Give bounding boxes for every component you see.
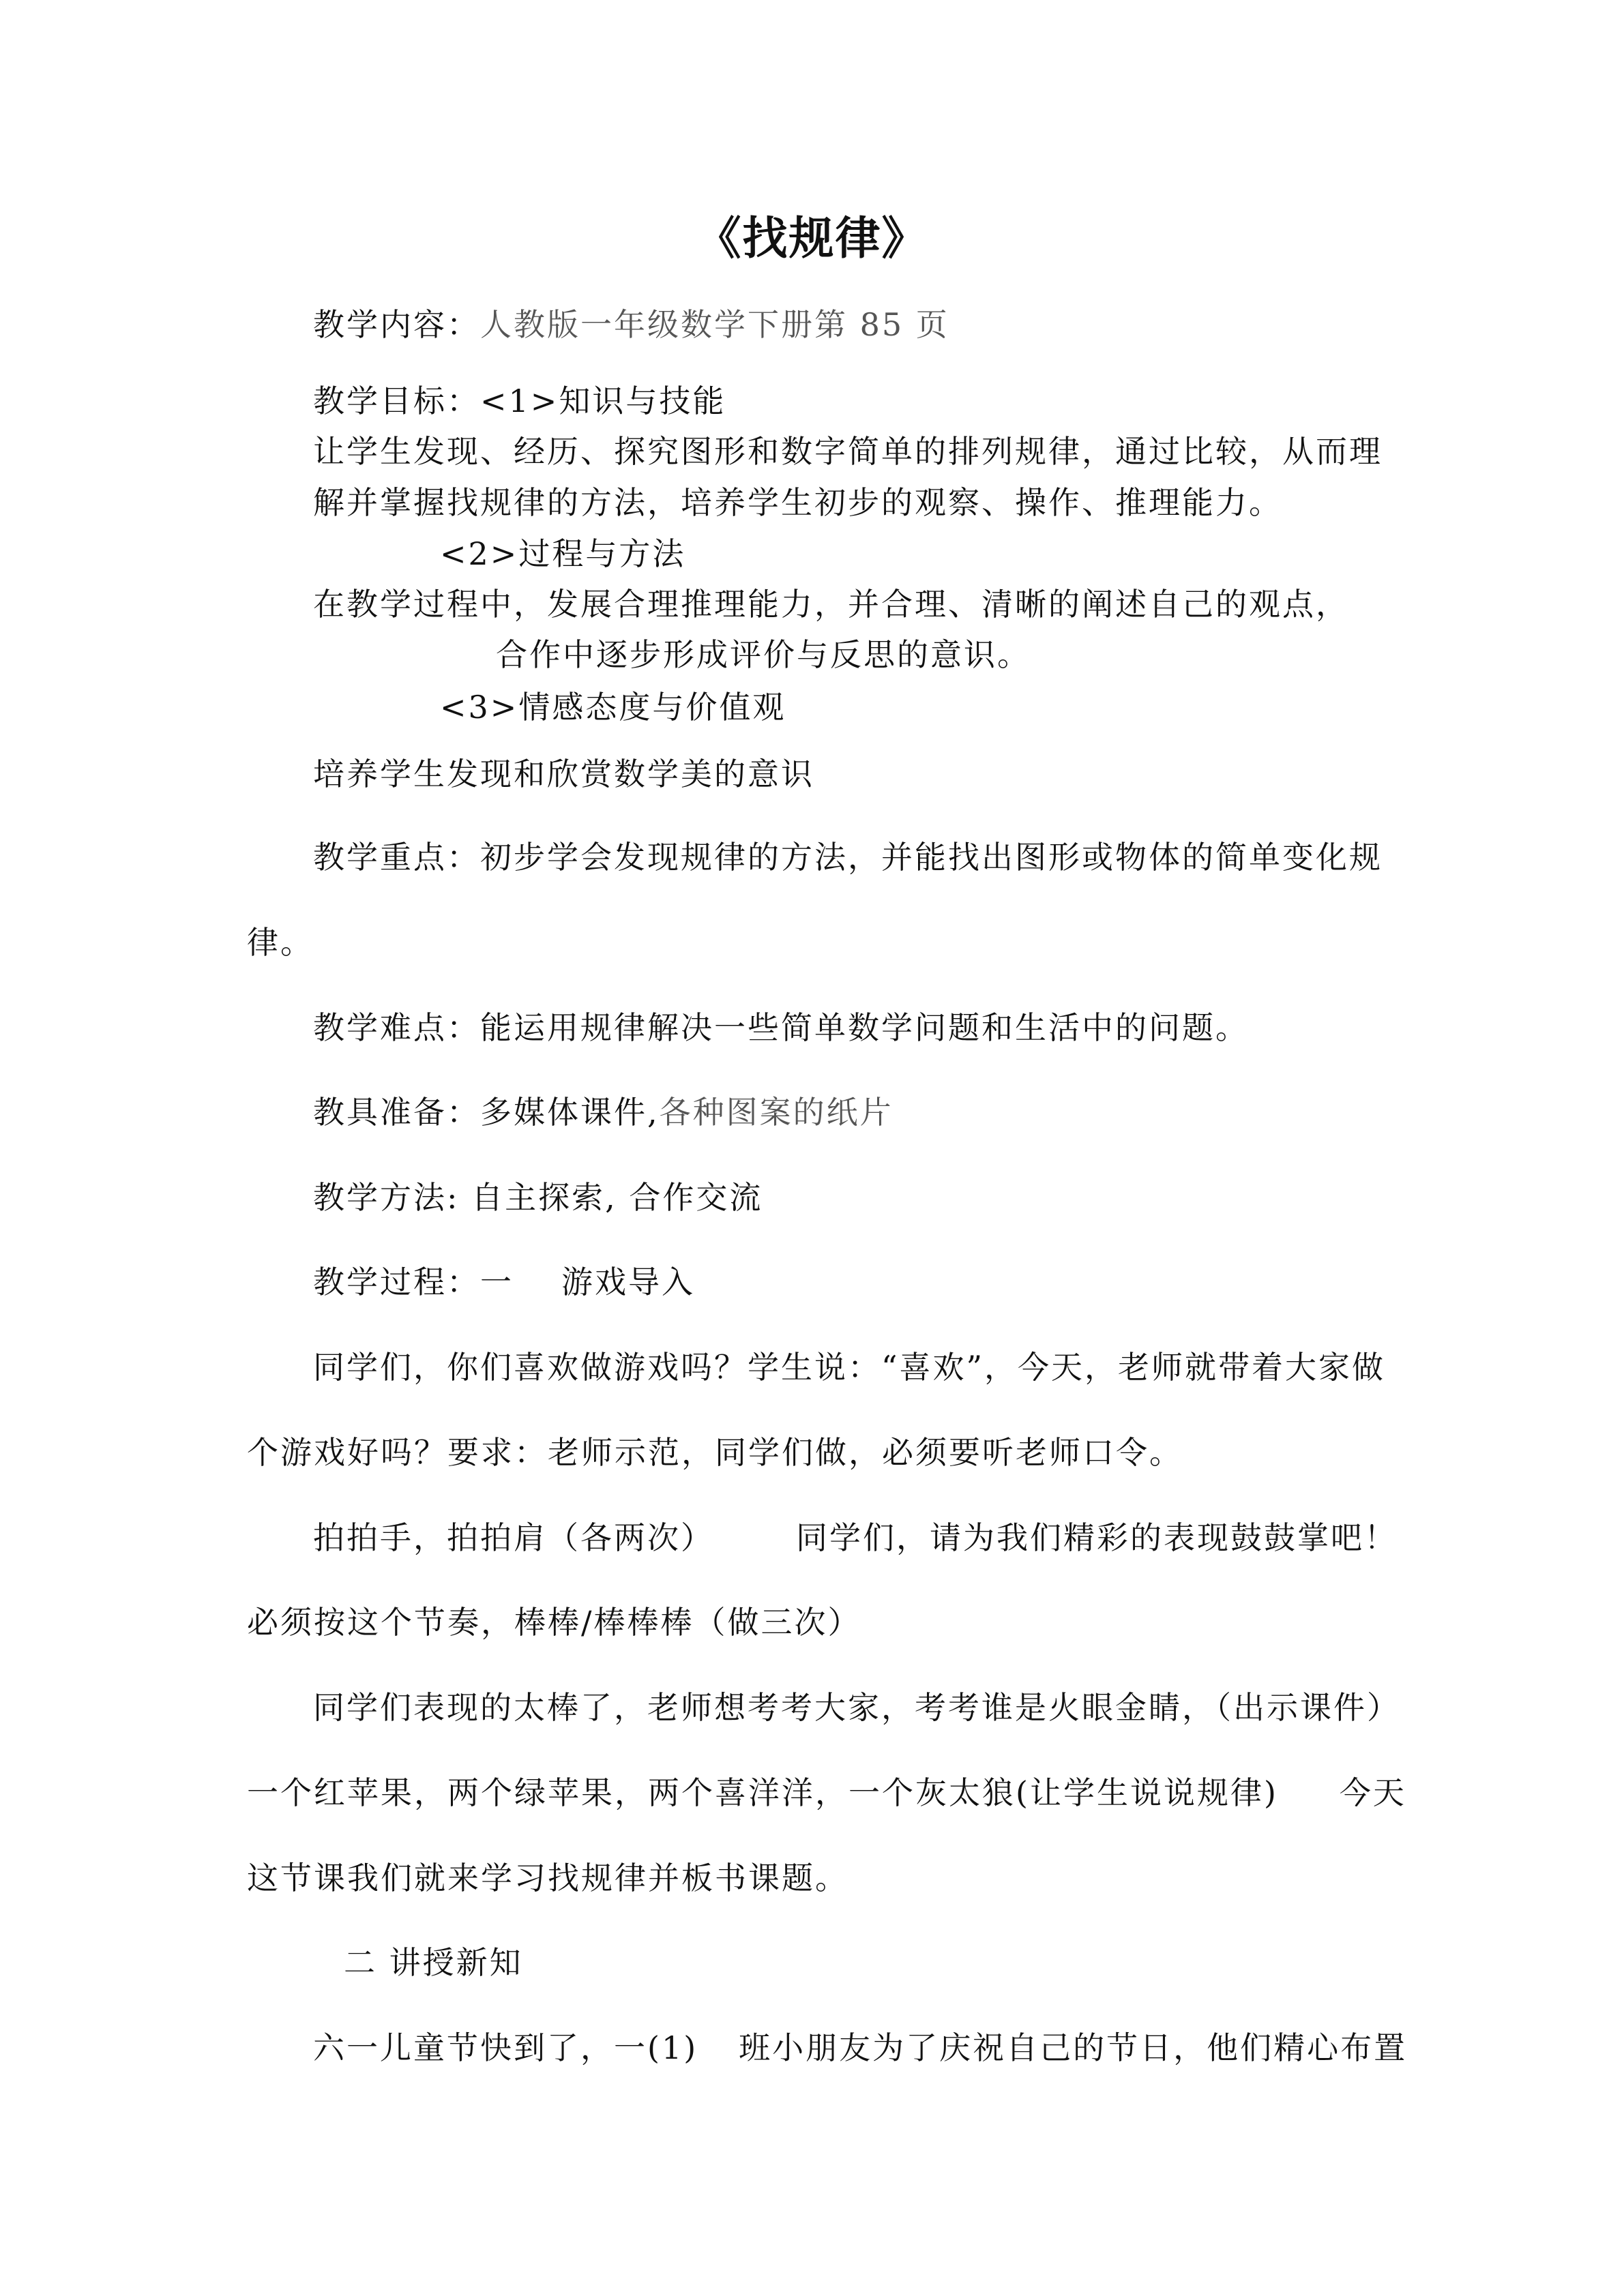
methods-line: 教学方法: 自主探索, 合作交流 bbox=[313, 1179, 763, 1216]
goal2-heading: <2>过程与方法 bbox=[440, 535, 686, 572]
p1-line1: 同学们，你们喜欢做游戏吗？学生说：“喜欢”，今天，老师就带着大家做 bbox=[313, 1349, 1386, 1386]
p2-line2: 必须按这个节奏，棒棒/棒棒棒（做三次） bbox=[247, 1604, 861, 1641]
content-line bbox=[313, 304, 949, 345]
process-label: 教学过程：一 bbox=[313, 1264, 514, 1300]
goal2-text-line2: 合作中逐步形成评价与反思的意识。 bbox=[496, 636, 1031, 673]
p3-line1: 同学们表现的太棒了，老师想考考大家，考考谁是火眼金睛，（出示课件） bbox=[313, 1689, 1400, 1726]
objectives-line bbox=[313, 381, 726, 421]
goal1-text-line2: 解并掌握找规律的方法，培养学生初步的观察、操作、推理能力。 bbox=[313, 484, 1282, 521]
p2-line1-b: 同学们，请为我们精彩的表现鼓鼓掌吧！ bbox=[796, 1519, 1398, 1556]
content-label: 教学内容： bbox=[313, 306, 480, 343]
p4-line1-b: 班小朋友为了庆祝自己的节日，他们精心布置 bbox=[739, 2029, 1408, 2066]
p3-line2-b: 今天 bbox=[1339, 1774, 1406, 1811]
content-value: 人教版一年级数学下册第 85 页 bbox=[480, 306, 949, 343]
goal3-heading: <3>情感态度与价值观 bbox=[440, 689, 786, 726]
key-point-line2: 律。 bbox=[247, 924, 314, 961]
process-line bbox=[313, 1262, 695, 1302]
p4-line1-a: 六一儿童节快到了，一(1) bbox=[313, 2029, 698, 2066]
section2-heading: 二 讲授新知 bbox=[344, 1944, 523, 1981]
goal1-heading: <1>知识与技能 bbox=[480, 383, 726, 419]
p2-line1-a: 拍拍手，拍拍肩（各两次） bbox=[313, 1519, 714, 1556]
tools-line bbox=[313, 1092, 894, 1133]
p3-line3: 这节课我们就来学习找规律并板书课题。 bbox=[247, 1860, 848, 1896]
tools-value: 各种图案的纸片 bbox=[659, 1094, 894, 1131]
difficulty-line: 教学难点：能运用规律解决一些简单数学问题和生活中的问题。 bbox=[313, 1009, 1249, 1046]
key-point-line1: 教学重点：初步学会发现规律的方法，并能找出图形或物体的简单变化规 bbox=[313, 839, 1383, 876]
process-step1: 游戏导入 bbox=[561, 1264, 695, 1300]
page-title: 《找规律》 bbox=[696, 212, 928, 265]
p3-line2-a: 一个红苹果，两个绿苹果，两个喜洋洋，一个灰太狼(让学生说说规律) bbox=[247, 1774, 1278, 1811]
tools-label: 教具准备：多媒体课件, bbox=[313, 1094, 660, 1131]
p4-line1 bbox=[313, 2027, 1407, 2068]
p3-line2 bbox=[247, 1772, 1406, 1813]
goal2-text-line1: 在教学过程中，发展合理推理能力，并合理、清晰的阐述自己的观点， bbox=[313, 586, 1349, 623]
goal3-text: 培养学生发现和欣赏数学美的意识 bbox=[313, 756, 814, 792]
objectives-label: 教学目标： bbox=[313, 383, 480, 419]
p2-line1 bbox=[313, 1517, 1398, 1558]
p1-line2: 个游戏好吗？要求：老师示范，同学们做，必须要听老师口令。 bbox=[247, 1434, 1183, 1471]
goal1-text-line1: 让学生发现、经历、探究图形和数字简单的排列规律，通过比较，从而理 bbox=[313, 433, 1383, 470]
